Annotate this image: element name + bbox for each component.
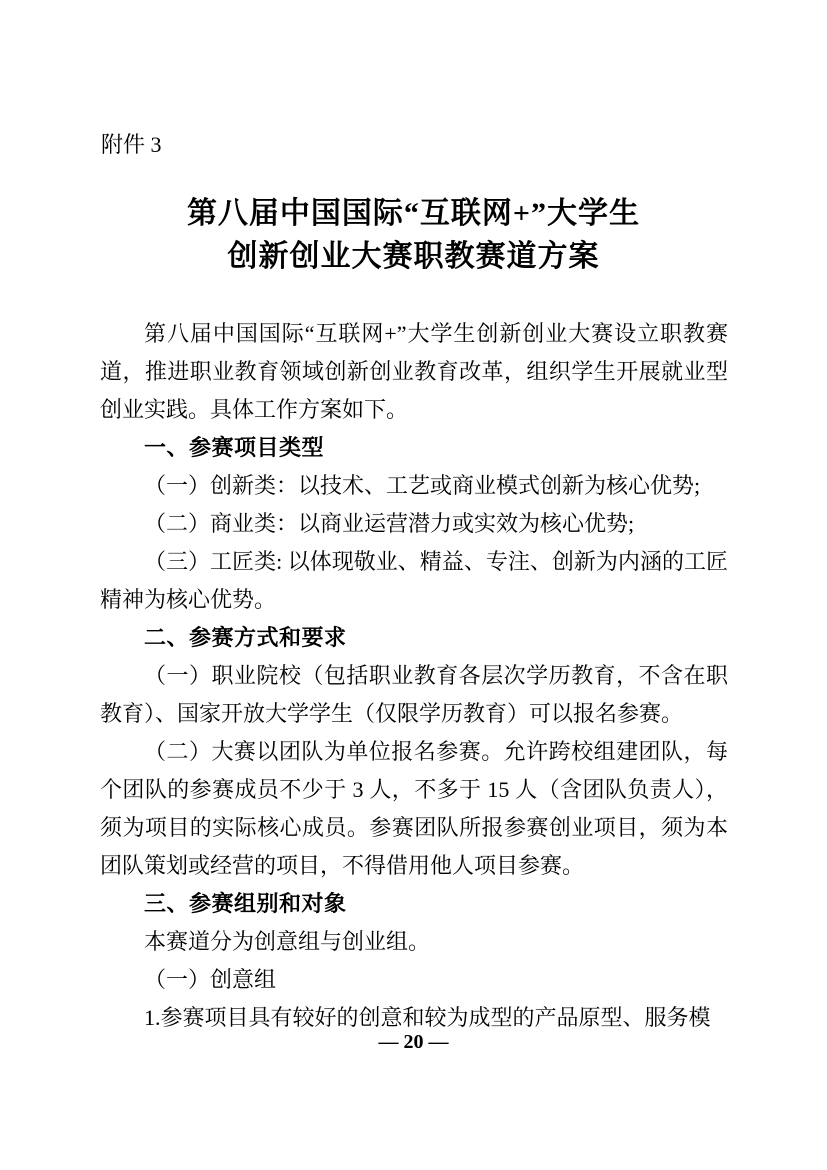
document-title-line-1: 第八届中国国际“互联网+”大学生	[186, 197, 641, 230]
section-heading: 三、参赛组别和对象	[144, 891, 347, 916]
body-paragraph: （三）工匠类: 以体现敬业、精益、专注、创新为内涵的工匠精神为核心优势。	[100, 549, 728, 612]
body-paragraph: 第八届中国国际“互联网+”大学生创新创业大赛设立职教赛道，推进职业教育领域创新创业教育改革，组织学生开展就业型创业实践。具体工作方案如下。	[100, 321, 728, 422]
body-paragraph: （一）职业院校（包括职业教育各层次学历教育，不含在职教育）、国家开放大学学生（仅限学历教育）可以报名参赛。	[100, 663, 728, 726]
body-paragraph: 1.参赛项目具有较好的创意和较为成型的产品原型、服务模	[144, 1005, 711, 1030]
document-title-line-2: 创新创业大赛职教赛道方案	[227, 240, 600, 273]
body-paragraph: （二）大赛以团队为单位报名参赛。允许跨校组建团队，每个团队的参赛成员不少于 3 人，不多于 15 人（含团队负责人），须为项目的实际核心成员。参赛团队所报参赛创业项目，须为本团队策划或经营的项目，不得借用他人项目参赛。	[100, 739, 728, 878]
section-heading: 一、参赛项目类型	[144, 435, 325, 460]
body-paragraph: （一）创意组	[144, 967, 277, 992]
body-paragraph: （一）创新类：以技术、工艺或商业模式创新为核心优势;	[144, 473, 701, 498]
document-body	[100, 315, 728, 1037]
page-number: — 20 —	[378, 1031, 449, 1053]
body-paragraph: 本赛道分为创意组与创业组。	[144, 929, 431, 954]
body-paragraph: （二）商业类：以商业运营潜力或实效为核心优势;	[144, 511, 635, 536]
section-heading: 二、参赛方式和要求	[144, 625, 347, 650]
attachment-label: 附件 3	[101, 132, 162, 157]
document-title	[0, 192, 827, 278]
